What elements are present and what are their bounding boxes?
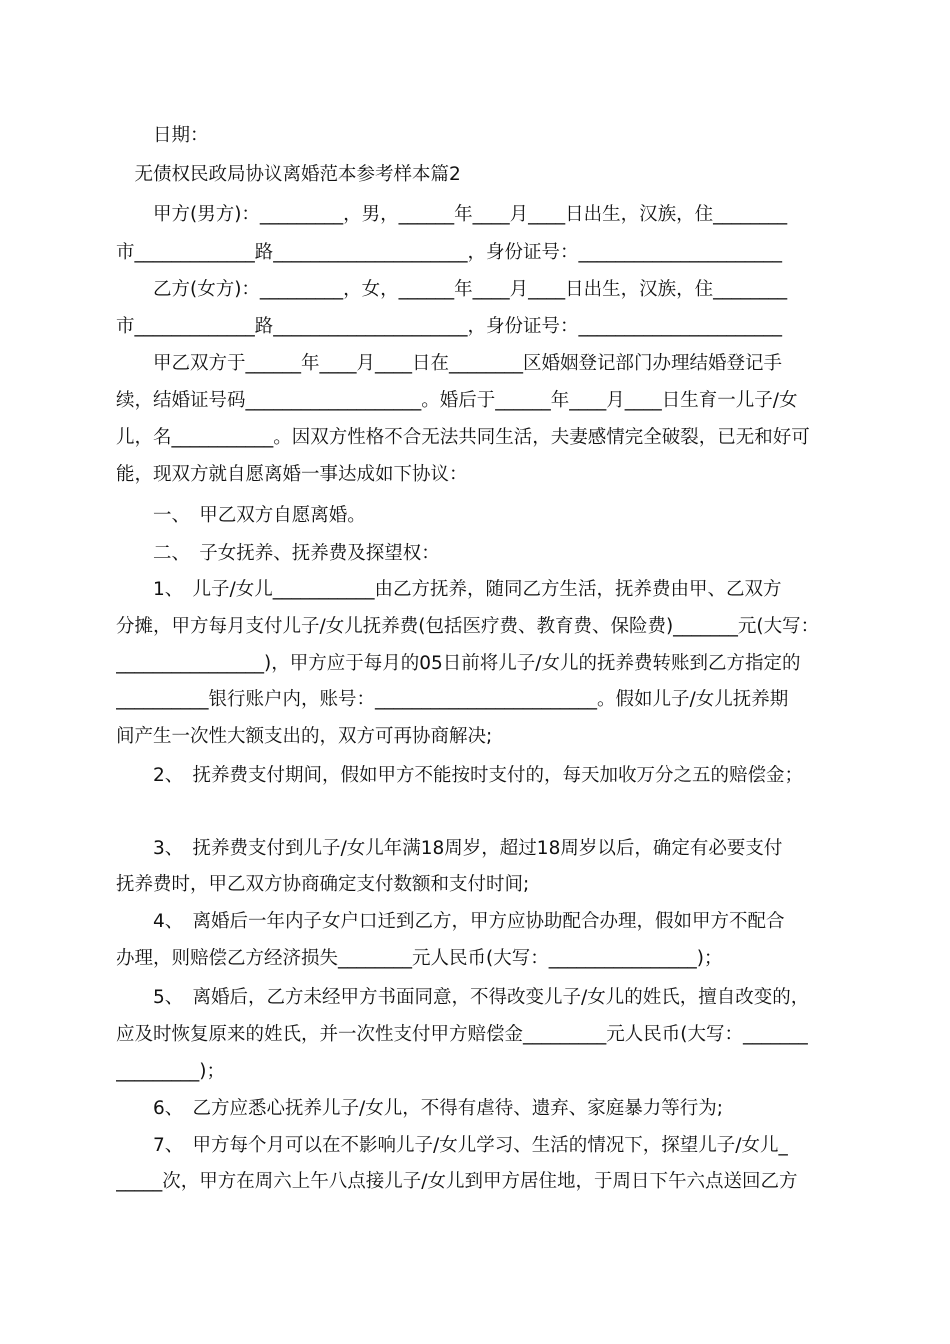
- party-b-line-1: 乙方(女方)：_________，女，______年____月____日出生，汉族，住________: [116, 279, 788, 300]
- document-title: 无债权民政局协议离婚范本参考样本篇2: [116, 164, 461, 185]
- marriage-paragraph-line-4: 能，现双方就自愿离婚一事达成如下协议：: [116, 464, 468, 485]
- item-7-line-1: 7、 甲方每个月可以在不影响儿子/女儿学习、生活的情况下，探望儿子/女儿_: [116, 1135, 788, 1156]
- item-1-line-4: __________银行账户内，账号：________________________。假如儿子/女儿抚养期: [116, 689, 789, 710]
- item-1-line-2: 分摊，甲方每月支付儿子/女儿抚养费(包括医疗费、教育费、保险费)_______元(大写：: [116, 616, 820, 637]
- item-5-line-3: _________)；: [116, 1061, 225, 1082]
- item-3-line-2: 抚养费时，甲乙双方协商确定支付数额和支付时间;: [116, 874, 530, 895]
- marriage-paragraph-line-1: 甲乙双方于______年____月____日在________区婚姻登记部门办理结婚登记手: [116, 353, 783, 374]
- party-b-line-2: 市_____________路_____________________，身份证号：______________________: [116, 316, 783, 337]
- item-1-line-1: 1、 儿子/女儿___________由乙方抚养，随同乙方生活，抚养费由甲、乙双方: [116, 579, 782, 600]
- marriage-paragraph-line-2: 续，结婚证号码___________________。婚后于______年____月____日生育一儿子/女: [116, 390, 798, 411]
- item-4-line-2: 办理，则赔偿乙方经济损失________元人民币(大写：________________)；: [116, 948, 723, 969]
- party-a-line-2: 市_____________路_____________________，身份证号：______________________: [116, 242, 783, 263]
- item-3-line-1: 3、 抚养费支付到儿子/女儿年满18周岁，超过18周岁以后，确定有必要支付: [116, 838, 783, 859]
- party-a-line-1: 甲方(男方)：_________，男，______年____月____日出生，汉族，住________: [116, 204, 788, 225]
- item-4-line-1: 4、 离婚后一年内子女户口迁到乙方，甲方应协助配合办理，假如甲方不配合: [116, 911, 785, 932]
- clause-2-heading: 二、 子女抚养、抚养费及探望权：: [116, 543, 440, 564]
- item-7-line-2: _____次，甲方在周六上午八点接儿子/女儿到甲方居住地，于周日下午六点送回乙方: [116, 1171, 798, 1192]
- date-line: 日期：: [116, 125, 209, 146]
- item-2-line-1: 2、 抚养费支付期间，假如甲方不能按时支付的，每天加收万分之五的赔偿金；: [116, 765, 804, 786]
- marriage-paragraph-line-3: 儿，名___________。因双方性格不合无法共同生活，夫妻感情完全破裂，已无和好可: [116, 427, 810, 448]
- clause-1-heading: 一、 甲乙双方自愿离婚。: [116, 505, 366, 526]
- item-1-line-5: 间产生一次性大额支出的，双方可再协商解决;: [116, 726, 493, 747]
- item-5-line-1: 5、 离婚后，乙方未经甲方书面同意，不得改变儿子/女儿的姓氏，擅自改变的，: [116, 987, 810, 1008]
- item-5-line-2: 应及时恢复原来的姓氏，并一次性支付甲方赔偿金_________元人民币(大写：_______: [116, 1024, 808, 1045]
- item-6-line-1: 6、 乙方应悉心抚养儿子/女儿，不得有虐待、遗弃、家庭暴力等行为;: [116, 1098, 723, 1119]
- item-1-line-3: ________________)，甲方应于每月的05日前将儿子/女儿的抚养费转账到乙方指定的: [116, 653, 801, 674]
